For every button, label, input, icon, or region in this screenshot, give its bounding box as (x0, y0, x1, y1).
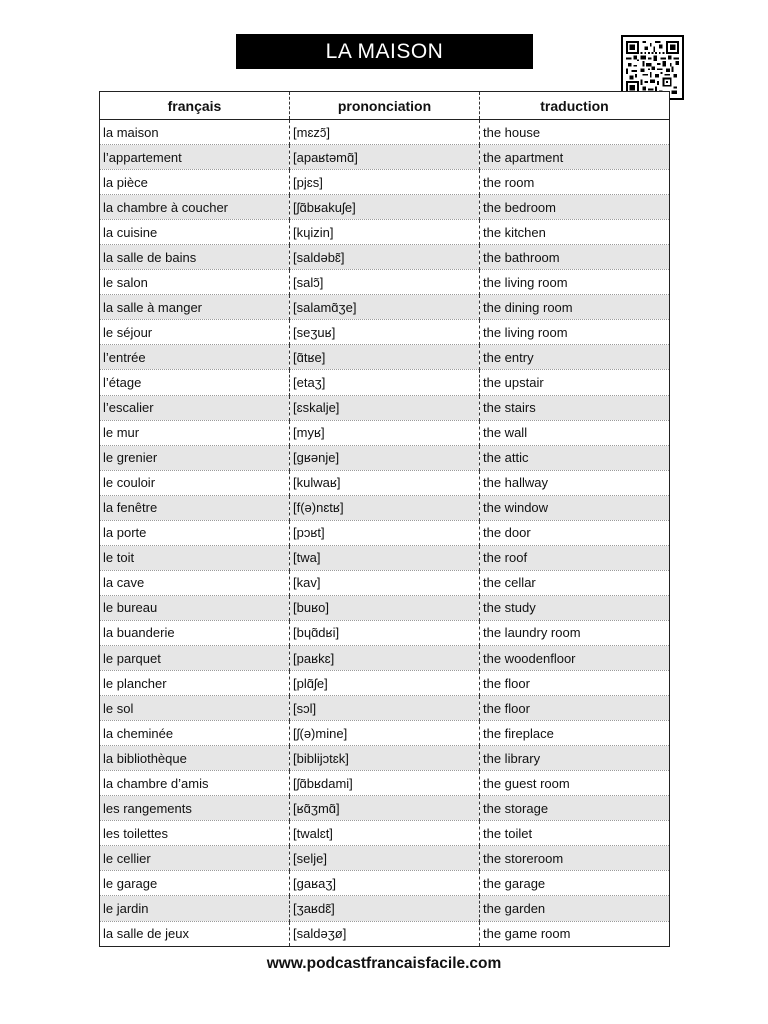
table-row (100, 170, 670, 195)
vocabulary-rows (100, 120, 670, 947)
francais-cell: le parquet (100, 645, 290, 670)
francais-cell: la salle à manger (100, 295, 290, 320)
francais-cell: la fenêtre (100, 495, 290, 520)
table-row (100, 671, 670, 696)
francais-cell: le jardin (100, 896, 290, 921)
translation-cell: the game room (480, 921, 670, 946)
francais-cell: la salle de jeux (103, 926, 189, 942)
table-row (100, 420, 670, 445)
translation-cell: the living room (480, 320, 670, 345)
table-row (100, 195, 670, 220)
pronunciation-cell: [saldəʒø] (290, 921, 480, 946)
translation-cell: the door (480, 520, 670, 545)
francais-cell: l’appartement (100, 145, 290, 170)
table-row (100, 245, 670, 270)
translation-cell: the dining room (480, 295, 670, 320)
francais-cell: le bureau (100, 595, 290, 620)
table-row (100, 470, 670, 495)
francais-cell: le cellier (100, 846, 290, 871)
vocabulary-table (99, 91, 670, 947)
pronunciation-cell: [kav] (290, 570, 480, 595)
pronunciation-cell: [etaʒ] (290, 370, 480, 395)
pronunciation-cell: [buʁo] (290, 595, 480, 620)
translation-cell: the upstair (480, 370, 670, 395)
pronunciation-cell: [ʃɑ̃bʁdami] (290, 771, 480, 796)
pronunciation-cell: [twalɛt] (290, 821, 480, 846)
table-row (100, 145, 670, 170)
pronunciation-cell: [ʁɑ̃ʒmɑ̃] (290, 796, 480, 821)
pronunciation-cell: [ɑ̃tʁe] (290, 345, 480, 370)
pronunciation-cell: [seʒuʁ] (290, 320, 480, 345)
table-row (100, 495, 670, 520)
table-row (100, 220, 670, 245)
translation-cell: the room (480, 170, 670, 195)
francais-cell: le séjour (100, 320, 290, 345)
francais-cell: l’entrée (100, 345, 290, 370)
francais-cell: la cave (100, 570, 290, 595)
pronunciation-cell: [salɔ̃] (290, 270, 480, 295)
footer-website-link[interactable]: www.podcastfrancaisfacile.com (266, 955, 502, 972)
table-row (100, 620, 670, 645)
pronunciation-cell: [gaʁaʒ] (290, 871, 480, 896)
francais-cell: le toit (100, 545, 290, 570)
pronunciation-cell: [plɑ̃ʃe] (290, 671, 480, 696)
pronunciation-cell: [twa] (290, 545, 480, 570)
translation-cell: the guest room (480, 771, 670, 796)
francais-cell: la chambre d’amis (100, 771, 290, 796)
header-prononciation: prononciation (290, 92, 480, 120)
translation-cell: the library (480, 746, 670, 771)
pronunciation-cell: [ʃ(ə)mine] (290, 721, 480, 746)
francais-cell: la cheminée (100, 721, 290, 746)
francais-cell: le sol (100, 696, 290, 721)
francais-cell: le plancher (100, 671, 290, 696)
francais-cell: le grenier (100, 445, 290, 470)
pronunciation-cell: [kulwaʁ] (290, 470, 480, 495)
pronunciation-cell: [ʒaʁdɛ̃] (290, 896, 480, 921)
translation-cell: the bedroom (480, 195, 670, 220)
table-row (100, 721, 670, 746)
translation-cell: the laundry room (480, 620, 670, 645)
translation-cell: the kitchen (480, 220, 670, 245)
table-row (100, 345, 670, 370)
translation-cell: the garage (480, 871, 670, 896)
francais-cell: la buanderie (100, 620, 290, 645)
translation-cell: the floor (480, 696, 670, 721)
pronunciation-cell: [kɥizin] (290, 220, 480, 245)
pronunciation-cell: [ʃɑ̃bʁakuʃe] (290, 195, 480, 220)
translation-cell: the garden (480, 896, 670, 921)
francais-cell: la porte (100, 520, 290, 545)
pronunciation-cell: [bɥɑ̃dʁi] (290, 620, 480, 645)
table-row (100, 120, 670, 145)
table-row (100, 270, 670, 295)
translation-cell: the living room (480, 270, 670, 295)
translation-cell: the roof (480, 545, 670, 570)
table-row (100, 871, 670, 896)
pronunciation-cell: [pjɛs] (290, 170, 480, 195)
francais-cell: le mur (100, 420, 290, 445)
pronunciation-cell: [pɔʁt] (290, 520, 480, 545)
pronunciation-cell: [selje] (290, 846, 480, 871)
pronunciation-cell: [saldəbɛ̃] (290, 245, 480, 270)
translation-cell: the stairs (480, 395, 670, 420)
table-row (100, 821, 670, 846)
francais-cell: le salon (100, 270, 290, 295)
table-row (100, 796, 670, 821)
francais-cell: le garage (100, 871, 290, 896)
table-row (100, 520, 670, 545)
table-row (100, 921, 670, 946)
translation-cell: the wall (480, 420, 670, 445)
translation-cell: the bathroom (480, 245, 670, 270)
pronunciation-cell: [sɔl] (290, 696, 480, 721)
table-row (100, 846, 670, 871)
table-row (100, 595, 670, 620)
table-row (100, 370, 670, 395)
translation-cell: the cellar (480, 570, 670, 595)
table-row (100, 771, 670, 796)
francais-cell: l’étage (100, 370, 290, 395)
table-row (100, 570, 670, 595)
translation-cell: the entry (480, 345, 670, 370)
table-row (100, 696, 670, 721)
table-row (100, 645, 670, 670)
translation-cell: the window (480, 495, 670, 520)
page-title: LA MAISON (236, 34, 533, 69)
table-row (100, 320, 670, 345)
pronunciation-cell: [f(ə)nɛtʁ] (290, 495, 480, 520)
header-francais: français (100, 92, 290, 120)
francais-cell: la chambre à coucher (100, 195, 290, 220)
translation-cell: the woodenfloor (480, 645, 670, 670)
translation-cell: the storeroom (480, 846, 670, 871)
translation-cell: the toilet (480, 821, 670, 846)
qr-code-graphic (626, 40, 679, 95)
translation-cell: the floor (480, 671, 670, 696)
pronunciation-cell: [paʁkɛ] (290, 645, 480, 670)
table-row (100, 445, 670, 470)
pronunciation-cell: [ɛskalje] (290, 395, 480, 420)
translation-cell: the apartment (480, 145, 670, 170)
translation-cell: the hallway (480, 470, 670, 495)
table-row (100, 746, 670, 771)
table-row (100, 395, 670, 420)
francais-cell: l’escalier (100, 395, 290, 420)
translation-cell: the house (480, 120, 670, 145)
francais-cell: la pièce (100, 170, 290, 195)
pronunciation-cell: [myʁ] (290, 420, 480, 445)
francais-cell: la cuisine (100, 220, 290, 245)
pronunciation-cell: [apaʁtəmɑ̃] (290, 145, 480, 170)
pronunciation-cell: [biblijɔtɛk] (290, 746, 480, 771)
francais-cell: la maison (100, 120, 290, 145)
translation-cell: the storage (480, 796, 670, 821)
francais-cell: la salle de bains (100, 245, 290, 270)
pronunciation-cell: [salamɑ̃ʒe] (290, 295, 480, 320)
table-row (100, 896, 670, 921)
translation-cell: the study (480, 595, 670, 620)
francais-cell: les rangements (100, 796, 290, 821)
table-header-row (100, 92, 670, 120)
table-row (100, 295, 670, 320)
translation-cell: the attic (480, 445, 670, 470)
header-traduction: traduction (480, 92, 670, 120)
francais-cell: la bibliothèque (100, 746, 290, 771)
pronunciation-cell: [mɛzɔ̃] (290, 120, 480, 145)
translation-cell: the fireplace (480, 721, 670, 746)
francais-cell: le couloir (100, 470, 290, 495)
table-row (100, 545, 670, 570)
francais-cell: les toilettes (100, 821, 290, 846)
pronunciation-cell: [gʁənje] (290, 445, 480, 470)
